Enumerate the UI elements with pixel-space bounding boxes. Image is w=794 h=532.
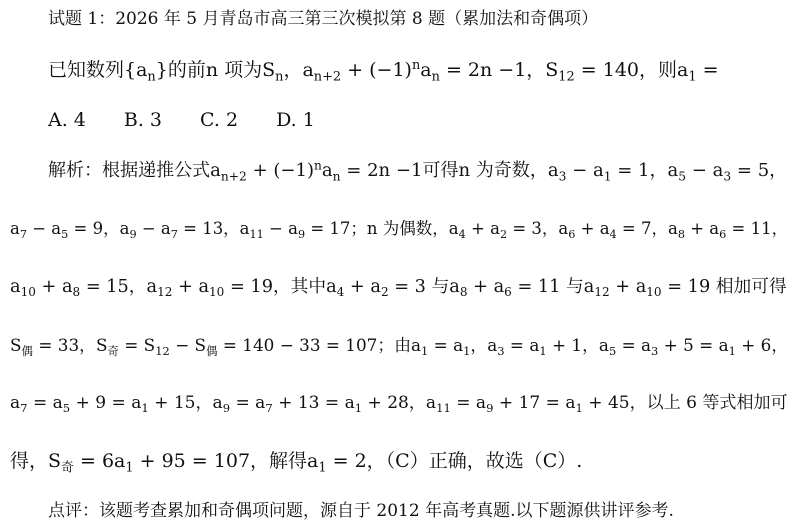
- analysis-line-3: $a_{10} + a_8 = 15$，$a_{12} + a_{10} = 19$，其中$a_4 + a_2 = 3$ 与$a_8 + a_6 = 11$ 与$a_{12} + a_{10} = 19$ 相加可得: [10, 277, 787, 300]
- analysis-line-2: $a_7 - a_5 = 9$，$a_9 - a_7 = 13$，$a_{11} - a_9 = 17$；n 为偶数，$a_4 + a_2 = 3$，$a_6 + a_4 = 7$，$a_8 + a_6 = 11$，: [10, 219, 789, 241]
- option-b: B. 3: [123, 109, 163, 131]
- option-a: A. 4: [48, 109, 86, 131]
- problem-title: 试题 1：2026 年 5 月青岛市高三第三次模拟第 8 题（累加法和奇偶项）: [48, 9, 599, 29]
- problem-statement: 已知数列$\{a_n\}$的前n 项为$S_n$，$a_{n+2} + (-1)^na_n = 2n -1$，$S_{12} = 140$，则$a_1$ =: [48, 57, 719, 85]
- analysis-line-1: 解析：根据递推公式$a_{n+2} + (-1)^na_n = 2n -1$可得n 为奇数，$a_3 - a_1 = 1$，$a_5 - a_3 = 5$，: [48, 158, 788, 184]
- option-c: C. 2: [200, 109, 239, 131]
- option-d: D. 1: [276, 109, 315, 131]
- analysis-line-6: 得，$S_奇 = 6a_1 + 95 = 107$，解得$a_1 = 2$，（C）正确，故选（C）.: [10, 450, 583, 476]
- analysis-line-5: $a_7 = a_5 + 9 = a_1 + 15$，$a_9 = a_7 + 13 = a_1 + 28$，$a_{11} = a_9 + 17 = a_1 + 45$，以上 6 等式相加可: [10, 393, 788, 416]
- comment-note: 点评：该题考查累加和奇偶项问题，源自于 2012 年高考真题.以下题源供讲评参考.: [48, 501, 674, 521]
- analysis-line-4: $S_偶 = 33$，$S_奇 = S_{12} - S_偶 = 140 - 33 = 107$；由$a_1 = a_1$，$a_3 = a_1 + 1$，$a_5 = a_3 + 5 = a_1 + 6$，: [10, 335, 789, 358]
- answer-options: [48, 106, 353, 134]
